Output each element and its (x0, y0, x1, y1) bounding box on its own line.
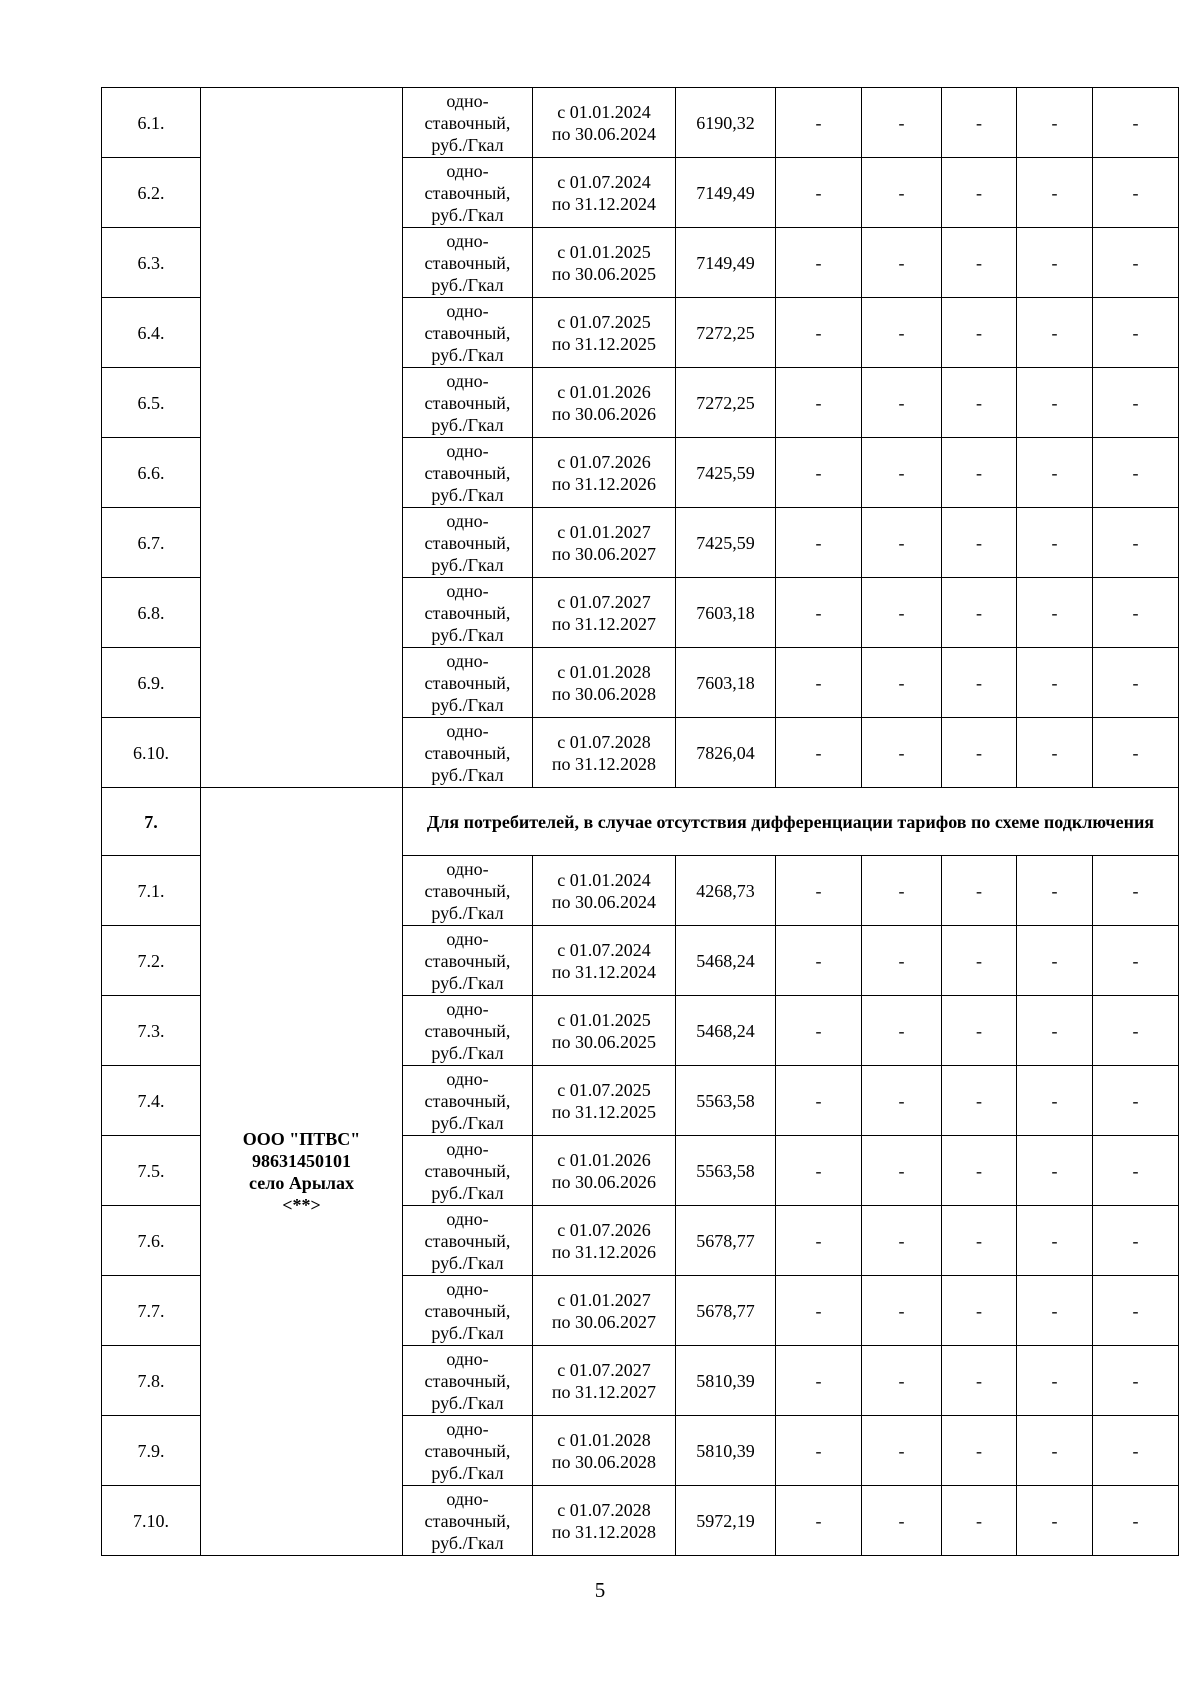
empty-dash-cell: - (1017, 926, 1093, 996)
tariff-unit-cell-line: руб./Гкал (431, 1182, 504, 1203)
row-number: 7.3. (102, 996, 201, 1066)
empty-dash-cell: - (862, 1276, 942, 1346)
tariff-unit-cell-line: ставочный, (424, 112, 511, 133)
empty-dash-cell: - (776, 926, 862, 996)
empty-dash-cell: - (942, 1486, 1017, 1556)
tariff-unit-cell-line: одно- (446, 1488, 489, 1509)
empty-dash-cell: - (776, 718, 862, 788)
empty-dash-cell: - (862, 508, 942, 578)
empty-dash-cell: - (862, 88, 942, 158)
empty-dash-cell: - (776, 88, 862, 158)
empty-dash-cell: - (862, 1486, 942, 1556)
tariff-unit-cell (403, 578, 533, 648)
empty-dash-cell: - (776, 1066, 862, 1136)
period-cell-line: с 01.01.2026 (557, 1149, 651, 1170)
period-cell (533, 1416, 676, 1486)
group-number: 7. (102, 788, 201, 856)
tariff-unit-cell-line: руб./Гкал (431, 694, 504, 715)
empty-dash-cell: - (1093, 368, 1179, 438)
empty-dash-cell: - (862, 926, 942, 996)
empty-dash-cell: - (776, 996, 862, 1066)
empty-dash-cell: - (1017, 88, 1093, 158)
tariff-unit-cell-line: одно- (446, 300, 489, 321)
empty-dash-cell: - (776, 1276, 862, 1346)
tariff-unit-cell (403, 158, 533, 228)
period-cell-line: с 01.01.2024 (557, 869, 651, 890)
empty-dash-cell: - (1093, 926, 1179, 996)
row-number: 7.4. (102, 1066, 201, 1136)
tariff-unit-cell-line: одно- (446, 1068, 489, 1089)
empty-dash-cell: - (862, 1346, 942, 1416)
tariff-unit-cell (403, 438, 533, 508)
tariff-value: 5468,24 (676, 926, 776, 996)
tariff-unit-cell (403, 298, 533, 368)
row-number: 6.10. (102, 718, 201, 788)
row-number: 7.6. (102, 1206, 201, 1276)
empty-dash-cell: - (862, 1416, 942, 1486)
empty-dash-cell: - (1017, 298, 1093, 368)
tariff-unit-cell-line: руб./Гкал (431, 972, 504, 993)
period-cell-line: по 30.06.2027 (551, 1311, 657, 1332)
empty-dash-cell: - (942, 1136, 1017, 1206)
period-cell-line: с 01.07.2028 (557, 1499, 651, 1520)
empty-dash-cell: - (942, 718, 1017, 788)
empty-dash-cell: - (862, 438, 942, 508)
period-cell-line: по 30.06.2028 (551, 683, 657, 704)
row-number: 7.7. (102, 1276, 201, 1346)
period-cell-line: с 01.07.2027 (557, 591, 651, 612)
tariff-value: 5678,77 (676, 1206, 776, 1276)
tariff-unit-cell-line: одно- (446, 370, 489, 391)
tariff-unit-cell-line: ставочный, (424, 1020, 511, 1041)
group-title: Для потребителей, в случае отсутствия дифференциации тарифов по схеме подключения (403, 788, 1179, 856)
tariff-unit-cell-line: руб./Гкал (431, 1042, 504, 1063)
tariff-value: 7425,59 (676, 508, 776, 578)
tariff-value: 5810,39 (676, 1346, 776, 1416)
period-cell-line: по 31.12.2025 (551, 333, 657, 354)
period-cell-line: с 01.01.2026 (557, 381, 651, 402)
row-number: 6.7. (102, 508, 201, 578)
tariff-unit-cell (403, 1416, 533, 1486)
empty-dash-cell: - (776, 1486, 862, 1556)
tariff-value: 5810,39 (676, 1416, 776, 1486)
tariff-unit-cell-line: одно- (446, 230, 489, 251)
period-cell (533, 508, 676, 578)
empty-dash-cell: - (1093, 718, 1179, 788)
empty-dash-cell: - (1093, 996, 1179, 1066)
period-cell-line: по 30.06.2025 (551, 263, 657, 284)
period-cell-line: по 30.06.2024 (551, 123, 657, 144)
tariff-unit-cell-line: ставочный, (424, 602, 511, 623)
row-number: 6.9. (102, 648, 201, 718)
empty-dash-cell: - (776, 158, 862, 228)
empty-dash-cell: - (776, 1346, 862, 1416)
empty-dash-cell: - (1017, 578, 1093, 648)
organization-note: <**> (282, 1194, 321, 1215)
tariff-table (101, 87, 1179, 1556)
period-cell-line: с 01.07.2026 (557, 1219, 651, 1240)
tariff-unit-cell-line: руб./Гкал (431, 344, 504, 365)
empty-dash-cell: - (1017, 648, 1093, 718)
empty-dash-cell: - (862, 368, 942, 438)
row-number: 7.1. (102, 856, 201, 926)
empty-dash-cell: - (862, 718, 942, 788)
empty-dash-cell: - (776, 1416, 862, 1486)
period-cell (533, 1066, 676, 1136)
empty-dash-cell: - (942, 996, 1017, 1066)
period-cell-line: по 31.12.2024 (551, 961, 657, 982)
organization-cell (201, 788, 403, 1556)
period-cell (533, 926, 676, 996)
organization-inn: 98631450101 (252, 1150, 351, 1171)
tariff-unit-cell-line: одно- (446, 1348, 489, 1369)
period-cell (533, 88, 676, 158)
period-cell (533, 996, 676, 1066)
tariff-unit-cell-line: ставочный, (424, 182, 511, 203)
tariff-value: 5468,24 (676, 996, 776, 1066)
tariff-unit-cell-line: ставочный, (424, 1440, 511, 1461)
group-header-row (102, 788, 1179, 856)
empty-dash-cell: - (1017, 1136, 1093, 1206)
empty-dash-cell: - (942, 926, 1017, 996)
tariff-unit-cell-line: ставочный, (424, 252, 511, 273)
empty-dash-cell: - (862, 996, 942, 1066)
tariff-unit-cell-line: одно- (446, 998, 489, 1019)
tariff-value: 7826,04 (676, 718, 776, 788)
tariff-unit-cell (403, 1486, 533, 1556)
period-cell-line: по 31.12.2028 (551, 753, 657, 774)
tariff-unit-cell (403, 508, 533, 578)
tariff-unit-cell-line: руб./Гкал (431, 274, 504, 295)
period-cell-line: с 01.07.2025 (557, 1079, 651, 1100)
period-cell-line: с 01.01.2024 (557, 101, 651, 122)
tariff-unit-cell-line: руб./Гкал (431, 1462, 504, 1483)
empty-dash-cell: - (1093, 438, 1179, 508)
row-number: 7.5. (102, 1136, 201, 1206)
period-cell-line: по 31.12.2027 (551, 1381, 657, 1402)
empty-dash-cell: - (1093, 1276, 1179, 1346)
tariff-unit-cell-line: руб./Гкал (431, 204, 504, 225)
empty-dash-cell: - (942, 438, 1017, 508)
period-cell-line: с 01.01.2028 (557, 661, 651, 682)
empty-dash-cell: - (1017, 368, 1093, 438)
period-cell (533, 1136, 676, 1206)
row-number: 6.1. (102, 88, 201, 158)
tariff-unit-cell-line: руб./Гкал (431, 1322, 504, 1343)
row-number: 7.10. (102, 1486, 201, 1556)
period-cell-line: по 30.06.2027 (551, 543, 657, 564)
organization-locality: село Арылах (249, 1172, 354, 1193)
empty-dash-cell: - (942, 856, 1017, 926)
tariff-unit-cell (403, 368, 533, 438)
tariff-unit-cell-line: ставочный, (424, 1300, 511, 1321)
tariff-unit-cell (403, 1136, 533, 1206)
period-cell-line: по 30.06.2026 (551, 403, 657, 424)
tariff-unit-cell-line: одно- (446, 1418, 489, 1439)
empty-dash-cell: - (942, 1416, 1017, 1486)
tariff-value: 4268,73 (676, 856, 776, 926)
row-number: 7.8. (102, 1346, 201, 1416)
tariff-unit-cell (403, 1066, 533, 1136)
tariff-unit-cell-line: руб./Гкал (431, 1252, 504, 1273)
tariff-unit-cell-line: одно- (446, 580, 489, 601)
tariff-unit-cell-line: ставочный, (424, 392, 511, 413)
empty-dash-cell: - (862, 856, 942, 926)
empty-dash-cell: - (1093, 1066, 1179, 1136)
tariff-unit-cell (403, 926, 533, 996)
empty-dash-cell: - (942, 88, 1017, 158)
tariff-value: 7272,25 (676, 368, 776, 438)
period-cell-line: с 01.07.2024 (557, 939, 651, 960)
period-cell-line: с 01.01.2028 (557, 1429, 651, 1450)
empty-dash-cell: - (1017, 1276, 1093, 1346)
tariff-unit-cell (403, 1206, 533, 1276)
tariff-unit-cell-line: руб./Гкал (431, 624, 504, 645)
tariff-unit-cell-line: руб./Гкал (431, 554, 504, 575)
tariff-value: 7149,49 (676, 228, 776, 298)
tariff-unit-cell (403, 996, 533, 1066)
tariff-unit-cell-line: одно- (446, 510, 489, 531)
tariff-unit-cell (403, 88, 533, 158)
empty-dash-cell: - (1017, 228, 1093, 298)
tariff-unit-cell-line: руб./Гкал (431, 1532, 504, 1553)
empty-dash-cell: - (942, 298, 1017, 368)
empty-dash-cell: - (942, 1206, 1017, 1276)
empty-dash-cell: - (1093, 1206, 1179, 1276)
period-cell (533, 1206, 676, 1276)
tariff-unit-cell-line: ставочный, (424, 1510, 511, 1531)
tariff-unit-cell-line: одно- (446, 1208, 489, 1229)
tariff-unit-cell-line: руб./Гкал (431, 134, 504, 155)
period-cell (533, 228, 676, 298)
empty-dash-cell: - (862, 648, 942, 718)
tariff-unit-cell-line: одно- (446, 720, 489, 741)
empty-dash-cell: - (942, 1276, 1017, 1346)
row-number: 6.8. (102, 578, 201, 648)
empty-dash-cell: - (862, 578, 942, 648)
tariff-value: 7149,49 (676, 158, 776, 228)
tariff-unit-cell-line: одно- (446, 650, 489, 671)
organization-cell-continued (201, 88, 403, 788)
row-number: 6.5. (102, 368, 201, 438)
tariff-unit-cell-line: одно- (446, 858, 489, 879)
tariff-value: 7603,18 (676, 648, 776, 718)
period-cell-line: с 01.07.2024 (557, 171, 651, 192)
tariff-unit-cell (403, 1346, 533, 1416)
period-cell-line: с 01.07.2027 (557, 1359, 651, 1380)
empty-dash-cell: - (1093, 1346, 1179, 1416)
empty-dash-cell: - (942, 158, 1017, 228)
empty-dash-cell: - (1017, 508, 1093, 578)
tariff-unit-cell-line: руб./Гкал (431, 902, 504, 923)
period-cell (533, 158, 676, 228)
tariff-value: 5972,19 (676, 1486, 776, 1556)
period-cell-line: по 31.12.2026 (551, 473, 657, 494)
tariff-unit-cell (403, 1276, 533, 1346)
tariff-unit-cell-line: руб./Гкал (431, 484, 504, 505)
empty-dash-cell: - (862, 1136, 942, 1206)
page-number: 5 (594, 1578, 606, 1602)
tariff-unit-cell-line: ставочный, (424, 1090, 511, 1111)
period-cell-line: с 01.07.2025 (557, 311, 651, 332)
empty-dash-cell: - (776, 578, 862, 648)
tariff-value: 5678,77 (676, 1276, 776, 1346)
empty-dash-cell: - (1017, 1416, 1093, 1486)
period-cell (533, 856, 676, 926)
period-cell-line: по 31.12.2026 (551, 1241, 657, 1262)
tariff-value: 5563,58 (676, 1066, 776, 1136)
tariff-unit-cell (403, 856, 533, 926)
period-cell (533, 1346, 676, 1416)
empty-dash-cell: - (776, 508, 862, 578)
period-cell-line: с 01.01.2027 (557, 521, 651, 542)
period-cell-line: с 01.01.2025 (557, 1009, 651, 1030)
empty-dash-cell: - (1093, 228, 1179, 298)
empty-dash-cell: - (1017, 1066, 1093, 1136)
period-cell (533, 718, 676, 788)
period-cell (533, 368, 676, 438)
empty-dash-cell: - (942, 648, 1017, 718)
empty-dash-cell: - (1093, 298, 1179, 368)
row-number: 6.6. (102, 438, 201, 508)
tariff-unit-cell-line: ставочный, (424, 1160, 511, 1181)
period-cell-line: с 01.01.2027 (557, 1289, 651, 1310)
empty-dash-cell: - (1093, 1486, 1179, 1556)
empty-dash-cell: - (1017, 1206, 1093, 1276)
period-cell (533, 298, 676, 368)
empty-dash-cell: - (776, 298, 862, 368)
tariff-unit-cell-line: одно- (446, 928, 489, 949)
period-cell-line: по 30.06.2026 (551, 1171, 657, 1192)
empty-dash-cell: - (1017, 158, 1093, 228)
empty-dash-cell: - (862, 298, 942, 368)
tariff-value: 7425,59 (676, 438, 776, 508)
empty-dash-cell: - (776, 1206, 862, 1276)
organization-name: ООО "ПТВС" (242, 1128, 361, 1149)
period-cell (533, 1276, 676, 1346)
empty-dash-cell: - (862, 1206, 942, 1276)
empty-dash-cell: - (942, 368, 1017, 438)
period-cell-line: по 30.06.2024 (551, 891, 657, 912)
empty-dash-cell: - (1093, 508, 1179, 578)
tariff-unit-cell-line: одно- (446, 1278, 489, 1299)
tariff-unit-cell-line: ставочный, (424, 462, 511, 483)
empty-dash-cell: - (942, 1066, 1017, 1136)
empty-dash-cell: - (1017, 1486, 1093, 1556)
period-cell (533, 578, 676, 648)
empty-dash-cell: - (776, 228, 862, 298)
period-cell-line: по 30.06.2028 (551, 1451, 657, 1472)
period-cell-line: по 31.12.2028 (551, 1521, 657, 1542)
row-number: 6.2. (102, 158, 201, 228)
period-cell (533, 648, 676, 718)
empty-dash-cell: - (1017, 996, 1093, 1066)
period-cell-line: с 01.01.2025 (557, 241, 651, 262)
empty-dash-cell: - (776, 438, 862, 508)
empty-dash-cell: - (1017, 856, 1093, 926)
empty-dash-cell: - (1017, 438, 1093, 508)
row-number: 7.2. (102, 926, 201, 996)
tariff-value: 6190,32 (676, 88, 776, 158)
empty-dash-cell: - (942, 228, 1017, 298)
empty-dash-cell: - (1017, 1346, 1093, 1416)
empty-dash-cell: - (1093, 1416, 1179, 1486)
tariff-unit-cell (403, 718, 533, 788)
empty-dash-cell: - (1093, 856, 1179, 926)
empty-dash-cell: - (1093, 1136, 1179, 1206)
tariff-unit-cell-line: одно- (446, 160, 489, 181)
empty-dash-cell: - (1093, 88, 1179, 158)
empty-dash-cell: - (1093, 648, 1179, 718)
tariff-unit-cell-line: ставочный, (424, 1230, 511, 1251)
tariff-unit-cell-line: руб./Гкал (431, 1112, 504, 1133)
empty-dash-cell: - (776, 368, 862, 438)
tariff-unit-cell-line: ставочный, (424, 742, 511, 763)
row-number: 7.9. (102, 1416, 201, 1486)
tariff-value: 7603,18 (676, 578, 776, 648)
tariff-unit-cell (403, 228, 533, 298)
tariff-unit-cell-line: одно- (446, 440, 489, 461)
empty-dash-cell: - (862, 228, 942, 298)
tariff-unit-cell-line: ставочный, (424, 950, 511, 971)
tariff-value: 7272,25 (676, 298, 776, 368)
period-cell-line: с 01.07.2026 (557, 451, 651, 472)
tariff-unit-cell-line: руб./Гкал (431, 764, 504, 785)
row-number: 6.4. (102, 298, 201, 368)
period-cell-line: по 31.12.2027 (551, 613, 657, 634)
empty-dash-cell: - (1093, 578, 1179, 648)
tariff-unit-cell-line: ставочный, (424, 322, 511, 343)
period-cell (533, 438, 676, 508)
tariff-value: 5563,58 (676, 1136, 776, 1206)
empty-dash-cell: - (1093, 158, 1179, 228)
empty-dash-cell: - (942, 508, 1017, 578)
period-cell-line: по 31.12.2025 (551, 1101, 657, 1122)
empty-dash-cell: - (1017, 718, 1093, 788)
tariff-unit-cell-line: одно- (446, 90, 489, 111)
empty-dash-cell: - (942, 1346, 1017, 1416)
period-cell-line: по 31.12.2024 (551, 193, 657, 214)
tariff-unit-cell-line: руб./Гкал (431, 414, 504, 435)
empty-dash-cell: - (776, 1136, 862, 1206)
tariff-unit-cell-line: ставочный, (424, 532, 511, 553)
tariff-unit-cell-line: ставочный, (424, 880, 511, 901)
period-cell (533, 1486, 676, 1556)
tariff-unit-cell-line: одно- (446, 1138, 489, 1159)
empty-dash-cell: - (776, 856, 862, 926)
tariff-unit-cell-line: ставочный, (424, 672, 511, 693)
tariff-unit-cell-line: ставочный, (424, 1370, 511, 1391)
period-cell-line: по 30.06.2025 (551, 1031, 657, 1052)
empty-dash-cell: - (776, 648, 862, 718)
period-cell-line: с 01.07.2028 (557, 731, 651, 752)
row-number: 6.3. (102, 228, 201, 298)
empty-dash-cell: - (942, 578, 1017, 648)
table-row (102, 88, 1179, 158)
empty-dash-cell: - (862, 1066, 942, 1136)
empty-dash-cell: - (862, 158, 942, 228)
tariff-unit-cell-line: руб./Гкал (431, 1392, 504, 1413)
tariff-unit-cell (403, 648, 533, 718)
